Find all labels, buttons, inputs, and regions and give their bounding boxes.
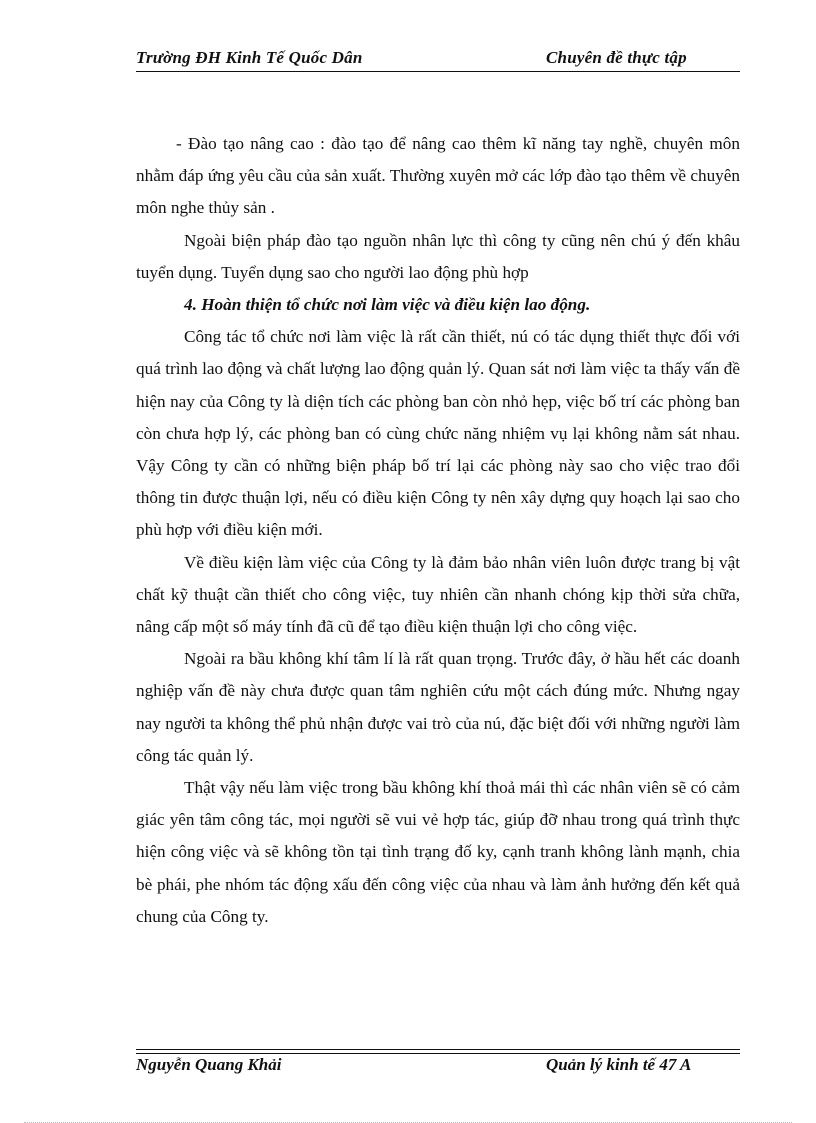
footer-divider-thin	[136, 1053, 740, 1054]
paragraph-recruitment: Ngoài biện pháp đào tạo nguồn nhân lực thì công ty cũng nên chú ý đến khâu tuyển dụng. Tuyển dụng sao cho người lao động phù hợp	[136, 230, 740, 282]
page-footer	[136, 1055, 740, 1079]
paragraph-cooperation: Thật vậy nếu làm việc trong bầu không khí thoả mái thì các nhân viên sẽ có cảm giác yên tâm công tác, mọi người sẽ vui vẻ hợp tác, giúp đỡ nhau trong quá trình thực hiện công việc và sẽ không tồn tại tình trạng đố ky, cạnh tranh không lành mạnh, chia bè phái, phe nhóm tác động xấu đến công việc của nhau và làm ảnh hưởng đến kết quả chung của Công ty.	[136, 778, 740, 926]
footer-class: Quản lý kinh tế 47 A	[546, 1055, 692, 1074]
paragraph-psychological-climate: Ngoài ra bầu không khí tâm lí là rất quan trọng. Trước đây, ở hầu hết các doanh nghiệp vấn đề này chưa được quan tâm nghiên cứu một cách đúng mức. Nhưng ngay nay người ta không thể phủ nhận được vai trò của nú, đặc biệt đối với những người làm công tác quản lý.	[136, 649, 740, 765]
header-divider	[136, 71, 740, 72]
header-university: Trường ĐH Kinh Tế Quốc Dân	[136, 48, 363, 67]
header-report-type: Chuyên đề thực tập	[546, 48, 687, 67]
paragraph-working-conditions: Về điều kiện làm việc của Công ty là đảm bảo nhân viên luôn được trang bị vật chất kỹ thuật cần thiết cho công việc, tuy nhiên cần nhanh chóng kịp thời sửa chữa, nâng cấp một số máy tính đã cũ để tạo điều kiện thuận lợi cho công việc.	[136, 552, 740, 637]
paragraph-workplace: Công tác tổ chức nơi làm việc là rất cần thiết, nú có tác dụng thiết thực đối với quá trình lao động và chất lượng lao động quản lý. Quan sát nơi làm việc ta thấy vấn đề hiện nay của Công ty là diện tích các phòng ban còn nhỏ hẹp, việc bố trí các phòng ban còn chưa hợp lý, các phòng ban có cùng chức năng nhiệm vụ lại không nằm sát nhau. Vậy Công ty cần có những biện pháp bố trí lại các phòng này sao cho việc trao đổi thông tin được thuận lợi, nếu có điều kiện Công ty nên xây dựng quy hoạch lại sao cho phù hợp với điều kiện mới.	[136, 327, 740, 540]
section-heading: 4. Hoàn thiện tổ chức nơi làm việc và điều kiện lao động.	[184, 295, 591, 315]
page-header	[136, 48, 740, 72]
paragraph-bullet-training: - Đào tạo nâng cao : đào tạo để nâng cao thêm kĩ năng tay nghề, chuyên môn nhằm đáp ứng yêu cầu của sản xuất. Thường xuyên mở các lớp đào tạo thêm về chuyên môn nghe thủy sản .	[136, 134, 740, 218]
footer-divider-thick	[136, 1049, 740, 1050]
footer-author: Nguyễn Quang Khải	[136, 1055, 282, 1074]
document-body	[136, 128, 740, 933]
